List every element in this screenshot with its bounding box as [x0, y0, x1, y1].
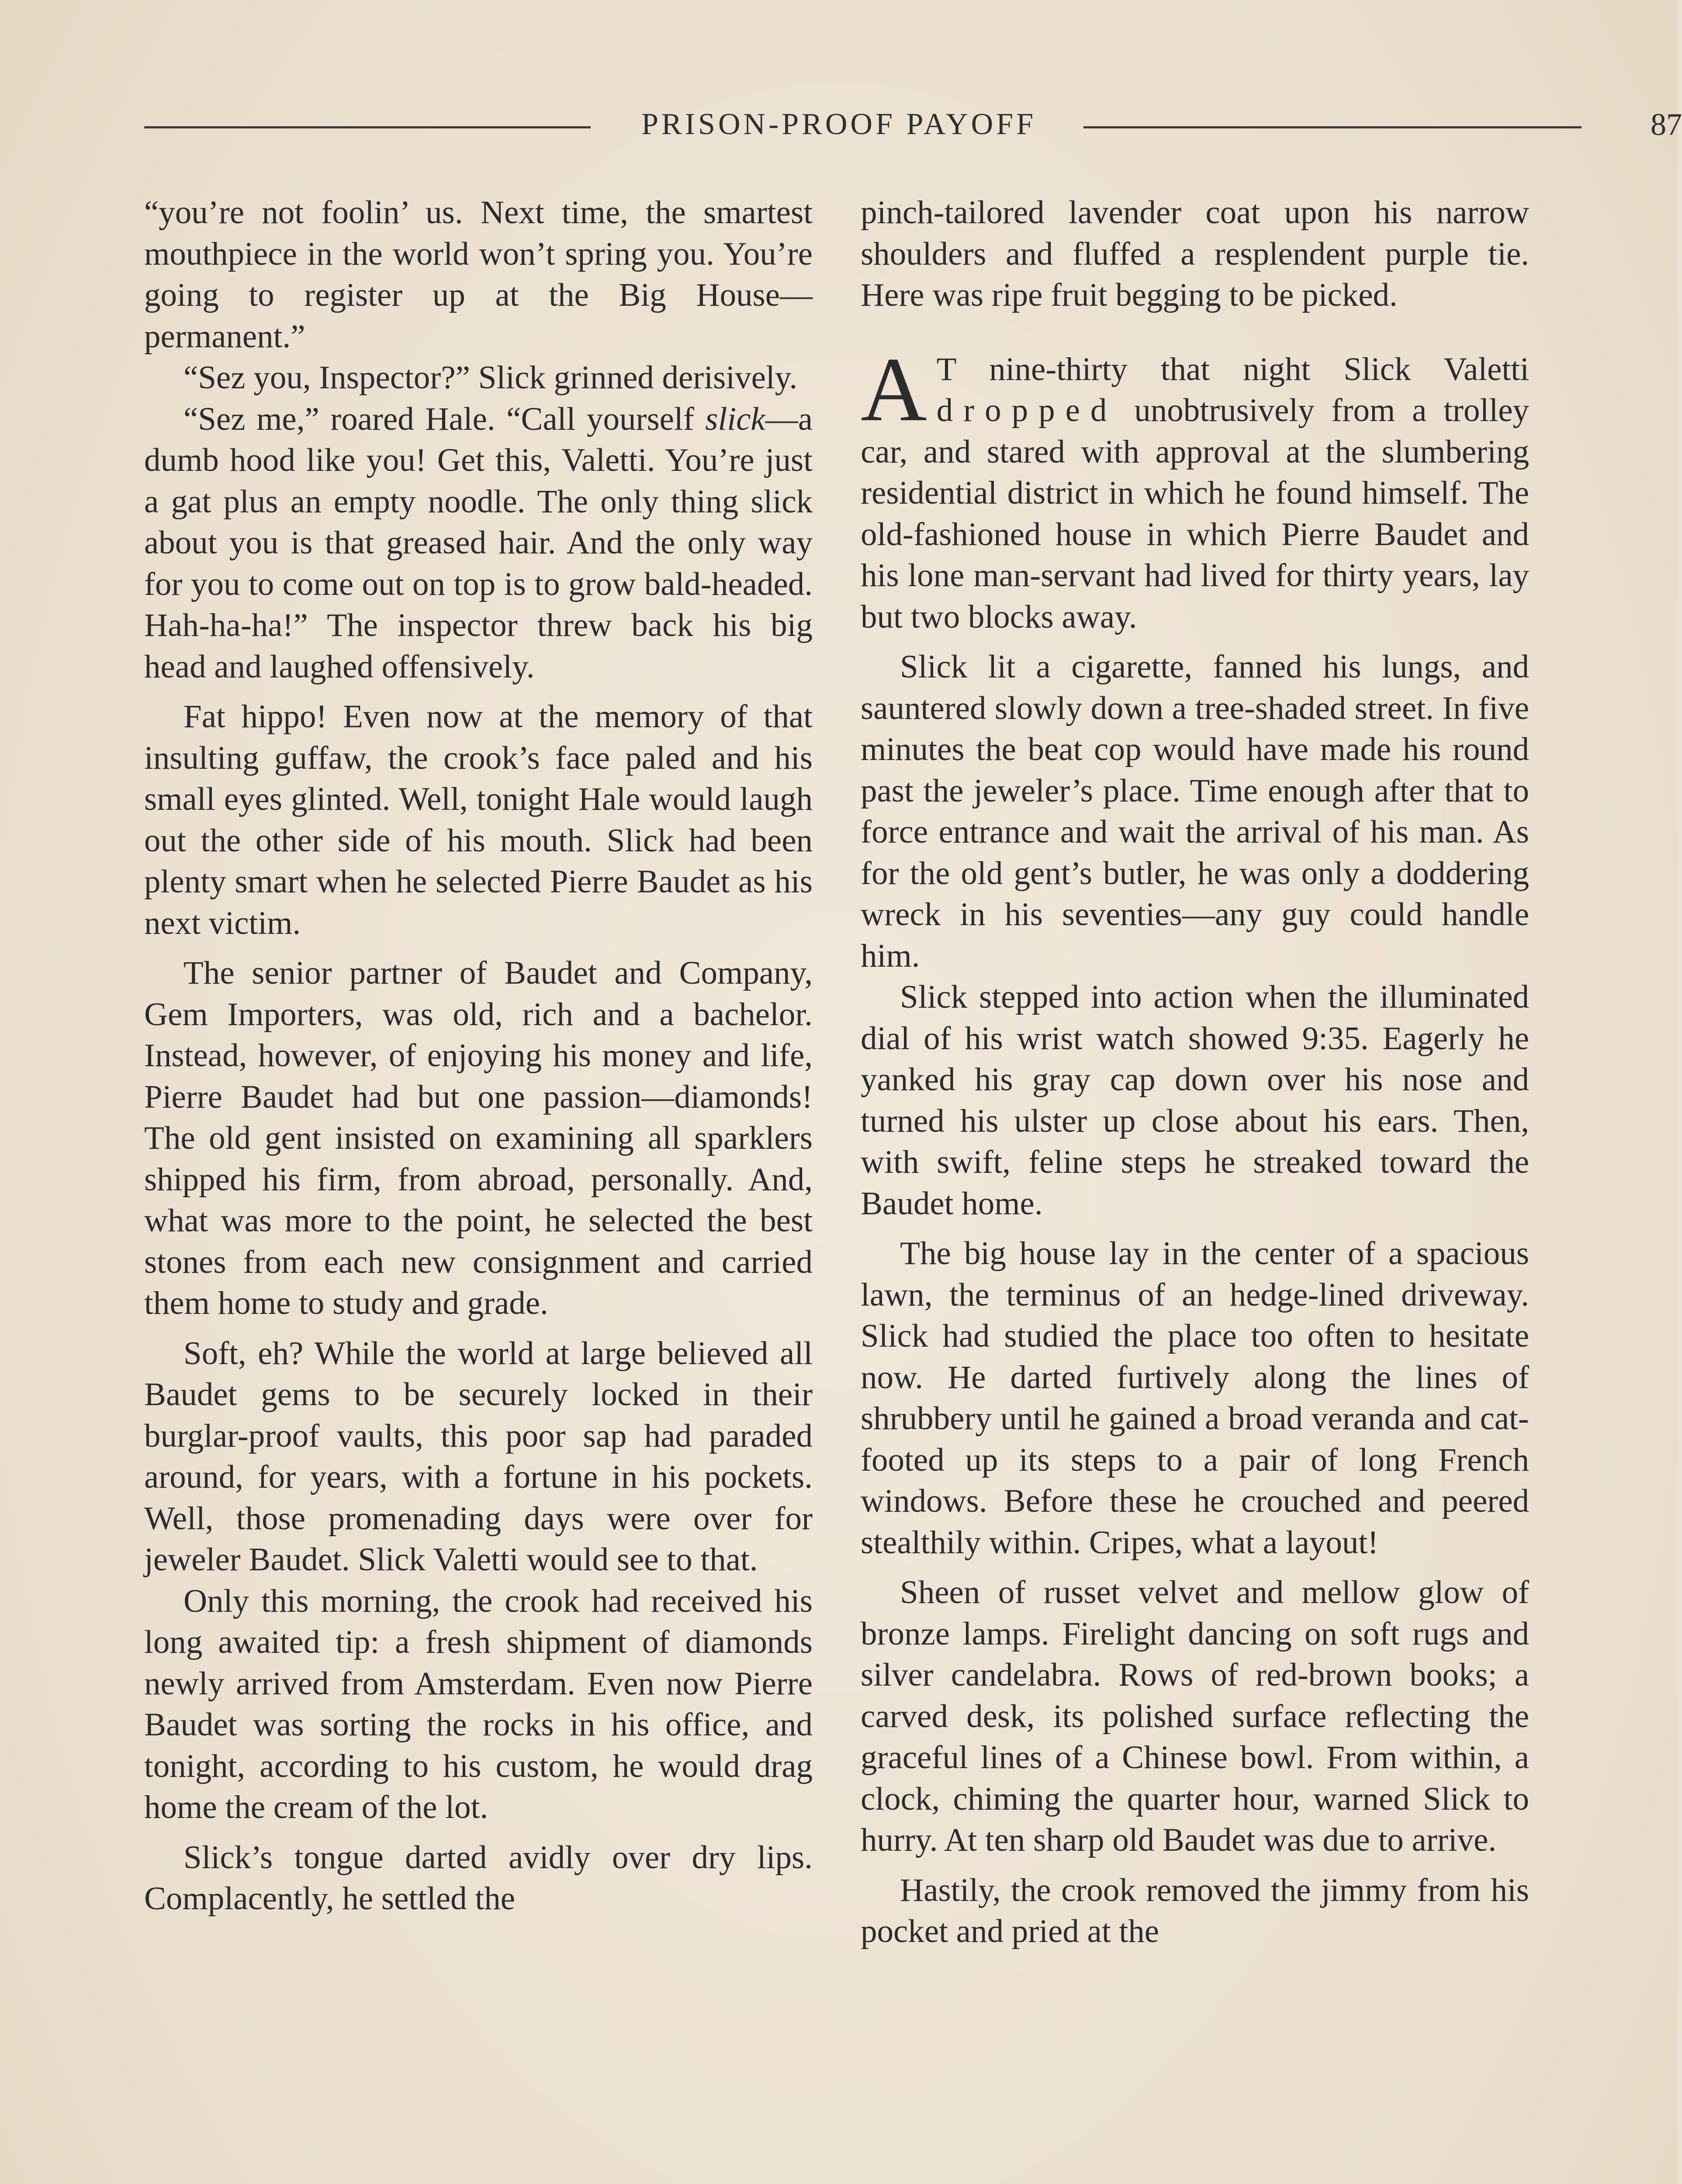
- paragraph: Slick’s tongue darted avidly over dry lips. Complacently, he settled the: [144, 1839, 813, 1917]
- paragraph: Soft, eh? While the world at large believed all Baudet gems to be securely locked in their burglar-proof vaults, this poor sap had paraded around, for years, with a fortune in his pockets. Well, those promenading days were over for jeweler Baudet. Slick Valetti would see to that.: [144, 1335, 813, 1578]
- paragraph: Fat hippo! Even now at the memory of that insulting guffaw, the crook’s face paled and his small eyes glinted. Well, tonight Hale would laugh out the other side of his mouth. Slick had been plenty smart when he selected Pierre Baudet as his next victim.: [144, 698, 813, 941]
- left-column: [144, 192, 813, 1920]
- paragraph: The big house lay in the center of a spacious lawn, the terminus of an hedge-lined driveway. Slick had studied the place too often to hesitate now. He darted furtively along the lines of shrubbery until he gained a broad veranda and cat-footed up its steps to a pair of long French windows. Before these he crouched and peered stealthily within. Cripes, what a layout!: [861, 1235, 1529, 1561]
- paragraph: The senior partner of Baudet and Company, Gem Importers, was old, rich and a bachelor. Instead, however, of enjoying his money and life, Pierre Baudet had but one passion—diamonds! The old gent insisted on examining all sparklers shipped his firm, from abroad, personally. And, what was more to the point, he selected the best stones from each new consignment and carried them home to study and grade.: [144, 955, 813, 1321]
- paragraph: Slick lit a cigarette, fanned his lungs, and sauntered slowly down a tree-shaded street. In five minutes the beat cop would have made his round past the jeweler’s place. Time enough after that to force entrance and wait the arrival of his man. As for the old gent’s butler, he was only a doddering wreck in his seventies—any guy could handle him.: [861, 649, 1529, 974]
- paragraph: “you’re not foolin’ us. Next time, the smartest mouthpiece in the world won’t spring you. You’re going to register up at the Big House—permanent.”: [144, 194, 813, 355]
- paragraph-text: unobtrusively from a trolley car, and stared with approval at the slumbering residential district in which he found himself. The old-fashioned house in which Pierre Baudet and his lone man-servant had lived for thirty years, lay but two blocks away.: [861, 392, 1529, 635]
- letterspaced-text: dropped: [936, 392, 1118, 429]
- paragraph-text: “Sez me,” roared Hale. “Call yourself: [183, 401, 706, 437]
- paragraph: Sheen of russet velvet and mellow glow of bronze lamps. Firelight dancing on soft rugs and silver candelabra. Rows of red-brown books; a carved desk, its polished surface reflecting the graceful lines of a Chinese bowl. From within, a clock, chiming the quarter hour, warned Slick to hurry. At ten sharp old Baudet was due to arrive.: [861, 1574, 1529, 1858]
- paragraph: “Sez you, Inspector?” Slick grinned derisively.: [183, 359, 798, 396]
- paragraph: [144, 399, 813, 688]
- paragraph: [861, 339, 1529, 638]
- header-rule-right: [1083, 126, 1582, 128]
- paragraph: Only this morning, the crook had received his long awaited tip: a fresh shipment of diamonds newly arrived from Amsterdam. Even now Pierre Baudet was sorting the rocks in his office, and tonight, according to his custom, he would drag home the cream of the lot.: [144, 1583, 813, 1825]
- emphasis-text: slick: [705, 401, 765, 437]
- right-column: [861, 192, 1529, 1952]
- drop-cap: A: [861, 339, 927, 440]
- running-title: PRISON-PROOF PAYOFF: [641, 107, 1037, 141]
- paragraph: Hastily, the crook removed the jimmy from his pocket and pried at the: [861, 1872, 1529, 1949]
- header-rule-left: [144, 126, 591, 128]
- paragraph: Slick stepped into action when the illuminated dial of his wrist watch showed 9:35. Eagerly he yanked his gray cap down over his nose and turned his ulster up close about his ears. Then, with swift, feline steps he streaked toward the Baudet home.: [861, 979, 1529, 1222]
- page-header: [144, 105, 1682, 144]
- paragraph: pinch-tailored lavender coat upon his narrow shoulders and fluffed a resplendent purple tie. Here was ripe fruit begging to be picked.: [861, 194, 1529, 313]
- paragraph-text: —a dumb hood like you! Get this, Valetti. You’re just a gat plus an empty noodle. The only thing slick about you is that greased hair. And the only way for you to come out on top is to grow bald-headed. Hah-ha-ha!” The inspector threw back his big head and laughed offensively.: [144, 401, 813, 685]
- paragraph-text: T nine-thirty that night Slick Valetti: [936, 351, 1529, 387]
- page-number: 87: [1651, 107, 1682, 142]
